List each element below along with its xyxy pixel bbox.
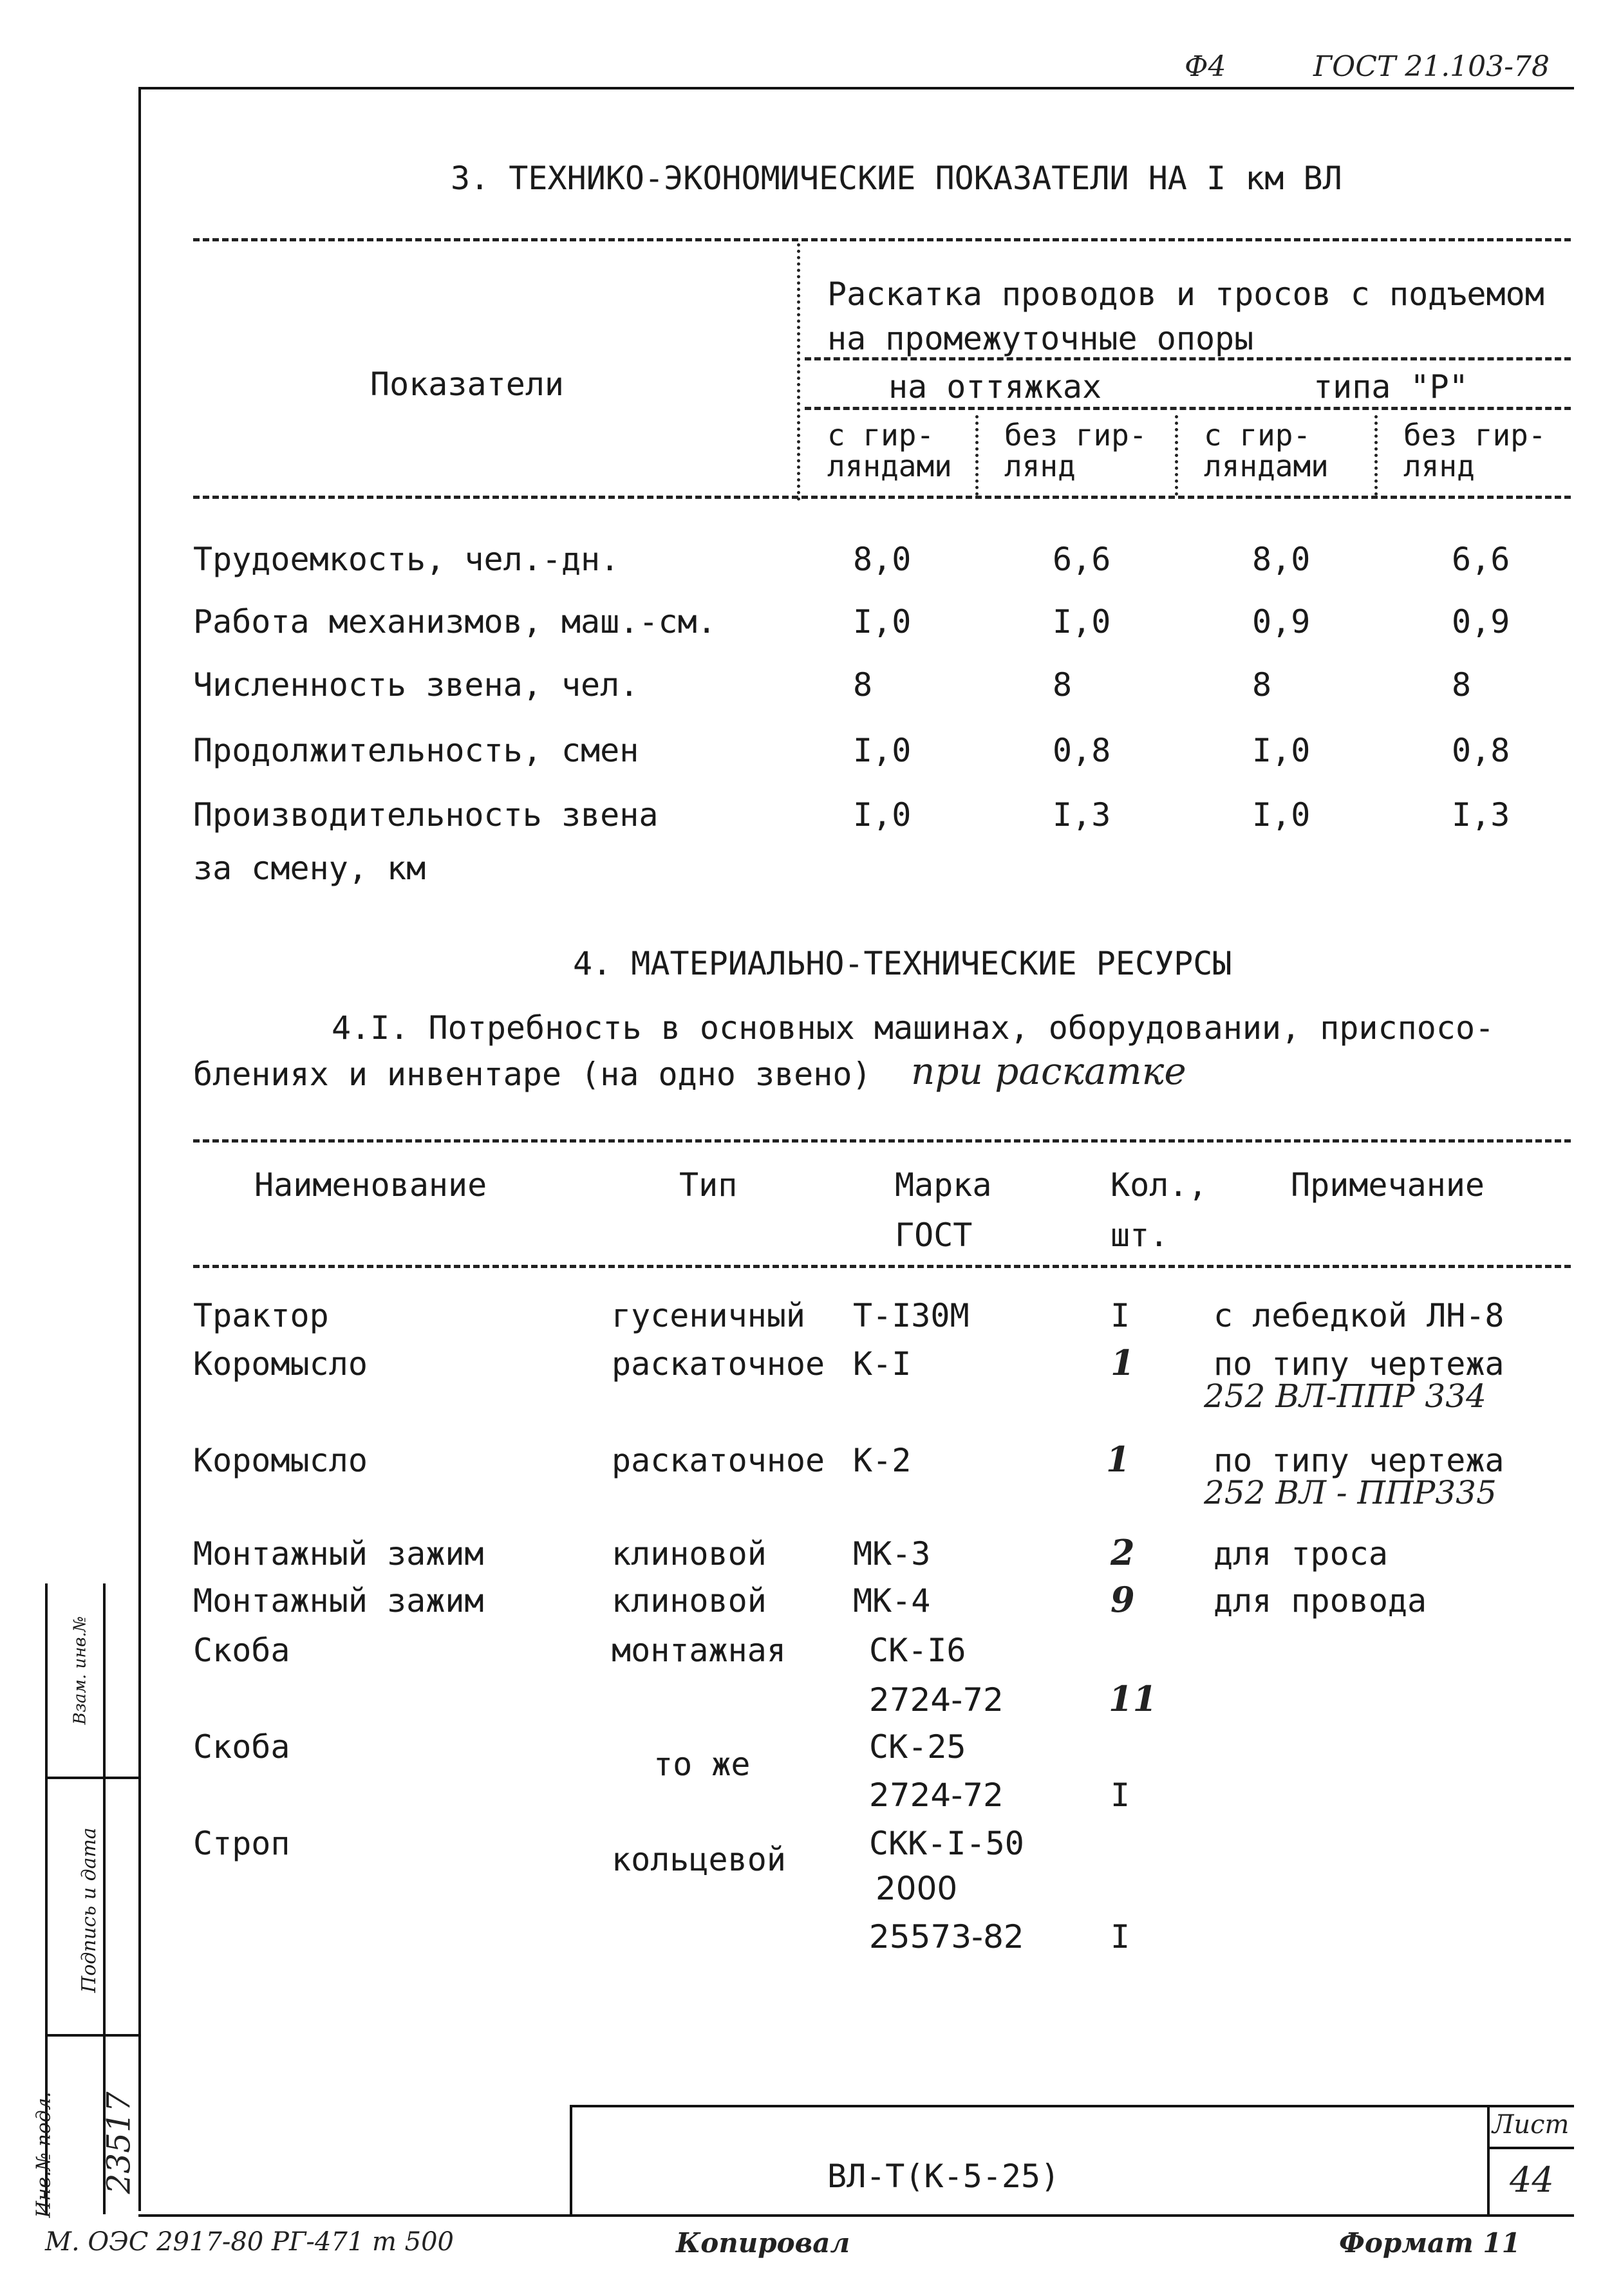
table1-header-bottom-rule [193, 496, 1571, 499]
section3-title: 3. ТЕХНИКО-ЭКОНОМИЧЕСКИЕ ПОКАЗАТЕЛИ НА I км ВЛ [451, 160, 1342, 197]
item-qty: I [1111, 1918, 1130, 1955]
item-note-handwritten: 252 ВЛ - ППР335 [1204, 1474, 1497, 1511]
col1-line2: ляндами [827, 449, 952, 483]
item-type: гусеничный [612, 1297, 806, 1334]
row-label: Производительность звена [193, 796, 659, 834]
stamp-sheet-label: Лист [1492, 2110, 1570, 2140]
row-value: 8 [1452, 666, 1472, 704]
item-mark-gost: 2724-72 [869, 1777, 1004, 1814]
item-name: Коромысло [193, 1345, 368, 1383]
row-value: 0,9 [1252, 603, 1311, 640]
table1-group-header-1: Раскатка проводов и тросов с подъемом [827, 275, 1544, 313]
row-value: 0,8 [1053, 732, 1111, 769]
table1-col4-header [1403, 420, 1546, 481]
row-label: Продолжительность, смен [193, 732, 639, 769]
gost-label: ГОСТ 21.103-78 [1313, 50, 1550, 83]
item-mark-extra: 2000 [876, 1870, 958, 1907]
col3-line1: с гир- [1204, 418, 1311, 453]
table2-header-qty2: шт. [1111, 1217, 1169, 1254]
table2-header-name: Наименование [254, 1166, 487, 1204]
table1-col2-divider [1175, 415, 1178, 496]
row-value: 0,8 [1452, 732, 1510, 769]
footer-right: Формат 11 [1339, 2227, 1521, 2259]
item-mark-gost: 2724-72 [869, 1681, 1004, 1719]
table2-header-qty1: Кол., [1111, 1166, 1208, 1204]
section4-intro-line2: блениях и инвентаре (на одно звено) [193, 1056, 872, 1093]
row-value: I,3 [1053, 796, 1111, 834]
side-vzam-label: Взам. инв.№ [70, 1616, 90, 1725]
item-qty: 9 [1111, 1579, 1135, 1620]
stamp-code: ВЛ-Т(К-5-25) [827, 2158, 1060, 2195]
stamp-left [570, 2105, 572, 2214]
col2-line1: без гир- [1004, 418, 1147, 453]
table2-header-type: Тип [679, 1166, 738, 1204]
item-mark: МК-4 [853, 1582, 931, 1619]
row-value: 6,6 [1053, 541, 1111, 578]
item-mark: МК-3 [853, 1535, 931, 1573]
row-label: Трудоемкость, чел.-дн. [193, 541, 620, 578]
row-value: 0,9 [1452, 603, 1510, 640]
col4-line1: без гир- [1403, 418, 1546, 453]
table1-sub-a: на оттяжках [888, 368, 1102, 406]
footer-center: Копировал [676, 2227, 850, 2259]
table1-col1-header [827, 420, 952, 481]
stamp-sheet-rule [1487, 2147, 1574, 2149]
row-value: 8 [1252, 666, 1272, 704]
item-qty: 1 [1106, 1439, 1130, 1480]
bottom-rule [138, 2214, 1574, 2217]
table2-header-mark2: ГОСТ [895, 1217, 973, 1254]
item-note-handwritten: 252 ВЛ-ППР 334 [1204, 1377, 1486, 1415]
row-value: I,0 [853, 732, 912, 769]
row-value: I,0 [1053, 603, 1111, 640]
item-name: Монтажный зажим [193, 1535, 484, 1573]
table1-indicator-header: Показатели [370, 366, 565, 403]
row-value: I,0 [1252, 732, 1311, 769]
item-name: Трактор [193, 1297, 329, 1334]
item-name: Скоба [193, 1632, 290, 1669]
item-mark: СК-25 [869, 1728, 966, 1766]
col1-line1: с гир- [827, 418, 935, 453]
table1-col-divider [797, 243, 800, 501]
row-value: 8 [1053, 666, 1073, 704]
table2-header-note: Примечание [1291, 1166, 1485, 1204]
table1-col2-header [1004, 420, 1147, 481]
row-value: 8,0 [853, 541, 912, 578]
item-note: по типу чертежа [1214, 1442, 1504, 1479]
item-mark: К-2 [853, 1442, 912, 1479]
row-label-cont: за смену, км [193, 850, 426, 887]
item-name: Скоба [193, 1728, 290, 1766]
item-note: с лебедкой ЛН-8 [1214, 1297, 1504, 1334]
item-mark-gost: 25573-82 [869, 1918, 1024, 1955]
table2-header-bottom-rule [193, 1265, 1571, 1268]
item-mark: СКК-I-50 [869, 1825, 1024, 1862]
item-mark: Т-I30М [853, 1297, 970, 1334]
item-mark: СК-I6 [869, 1632, 966, 1669]
table2-header-mark1: Марка [895, 1166, 992, 1204]
row-value: 6,6 [1452, 541, 1510, 578]
row-value: I,0 [853, 796, 912, 834]
row-value: I,3 [1452, 796, 1510, 834]
item-type: монтажная [612, 1632, 786, 1669]
item-note: по типу чертежа [1214, 1345, 1504, 1383]
col3-line2: ляндами [1204, 449, 1329, 483]
footer-left: М. ОЭС 2917-80 РГ-471 т 500 [45, 2227, 454, 2257]
frame-left [138, 87, 141, 2211]
table1-top-rule [193, 238, 1571, 241]
table1-group-header-2: на промежуточные опоры [827, 320, 1254, 357]
item-name: Коромысло [193, 1442, 368, 1479]
item-qty: I [1111, 1777, 1130, 1814]
row-label: Численность звена, чел. [193, 666, 639, 704]
table1-group-rule [805, 357, 1571, 360]
item-type: то же [653, 1746, 751, 1783]
side-stamp-line2 [45, 2034, 138, 2037]
col4-line2: лянд [1403, 449, 1475, 483]
table2-top-rule [193, 1139, 1571, 1143]
item-qty: 1 [1111, 1342, 1135, 1383]
col2-line2: лянд [1004, 449, 1076, 483]
item-mark: К-I [853, 1345, 912, 1383]
stamp-sheet-divider [1487, 2105, 1490, 2214]
page-number: Ф4 [1185, 50, 1226, 83]
item-type: кольцевой [612, 1841, 786, 1878]
side-sign-label: Подпись и дата [77, 1827, 100, 1993]
item-type: раскаточное [612, 1345, 825, 1383]
stamp-sheet-number: 44 [1510, 2160, 1554, 2200]
side-inv-number: 23517 [100, 2091, 138, 2194]
section4-intro-line1: 4.I. Потребность в основных машинах, оборудовании, приспосо- [332, 1009, 1495, 1047]
item-type: раскаточное [612, 1442, 825, 1479]
row-value: 8,0 [1252, 541, 1311, 578]
side-inv-label: Инв.№ подл. [32, 2091, 55, 2218]
side-stamp-line1 [45, 1777, 138, 1779]
item-name: Монтажный зажим [193, 1582, 484, 1619]
row-value: 8 [853, 666, 873, 704]
item-type: клиновой [612, 1535, 767, 1573]
item-qty: I [1111, 1297, 1130, 1334]
table1-col1-divider [975, 415, 979, 496]
item-name: Строп [193, 1825, 290, 1862]
row-label: Работа механизмов, маш.-см. [193, 603, 717, 640]
frame-top [138, 87, 1574, 89]
table1-col3-divider [1374, 415, 1378, 496]
item-type: клиновой [612, 1582, 767, 1619]
stamp-top [570, 2105, 1574, 2107]
table1-sub-rule [805, 407, 1571, 410]
item-note: для троса [1214, 1535, 1388, 1573]
section4-intro-handwritten: при раскатке [911, 1049, 1186, 1093]
row-value: I,0 [1252, 796, 1311, 834]
table1-sub-b: типа "Р" [1313, 368, 1468, 406]
section4-title: 4. МАТЕРИАЛЬНО-ТЕХНИЧЕСКИЕ РЕСУРСЫ [573, 945, 1232, 982]
item-qty: 2 [1111, 1532, 1135, 1573]
item-note: для провода [1214, 1582, 1427, 1619]
table1-col3-header [1204, 420, 1329, 481]
row-value: I,0 [853, 603, 912, 640]
item-qty: 11 [1109, 1678, 1157, 1719]
